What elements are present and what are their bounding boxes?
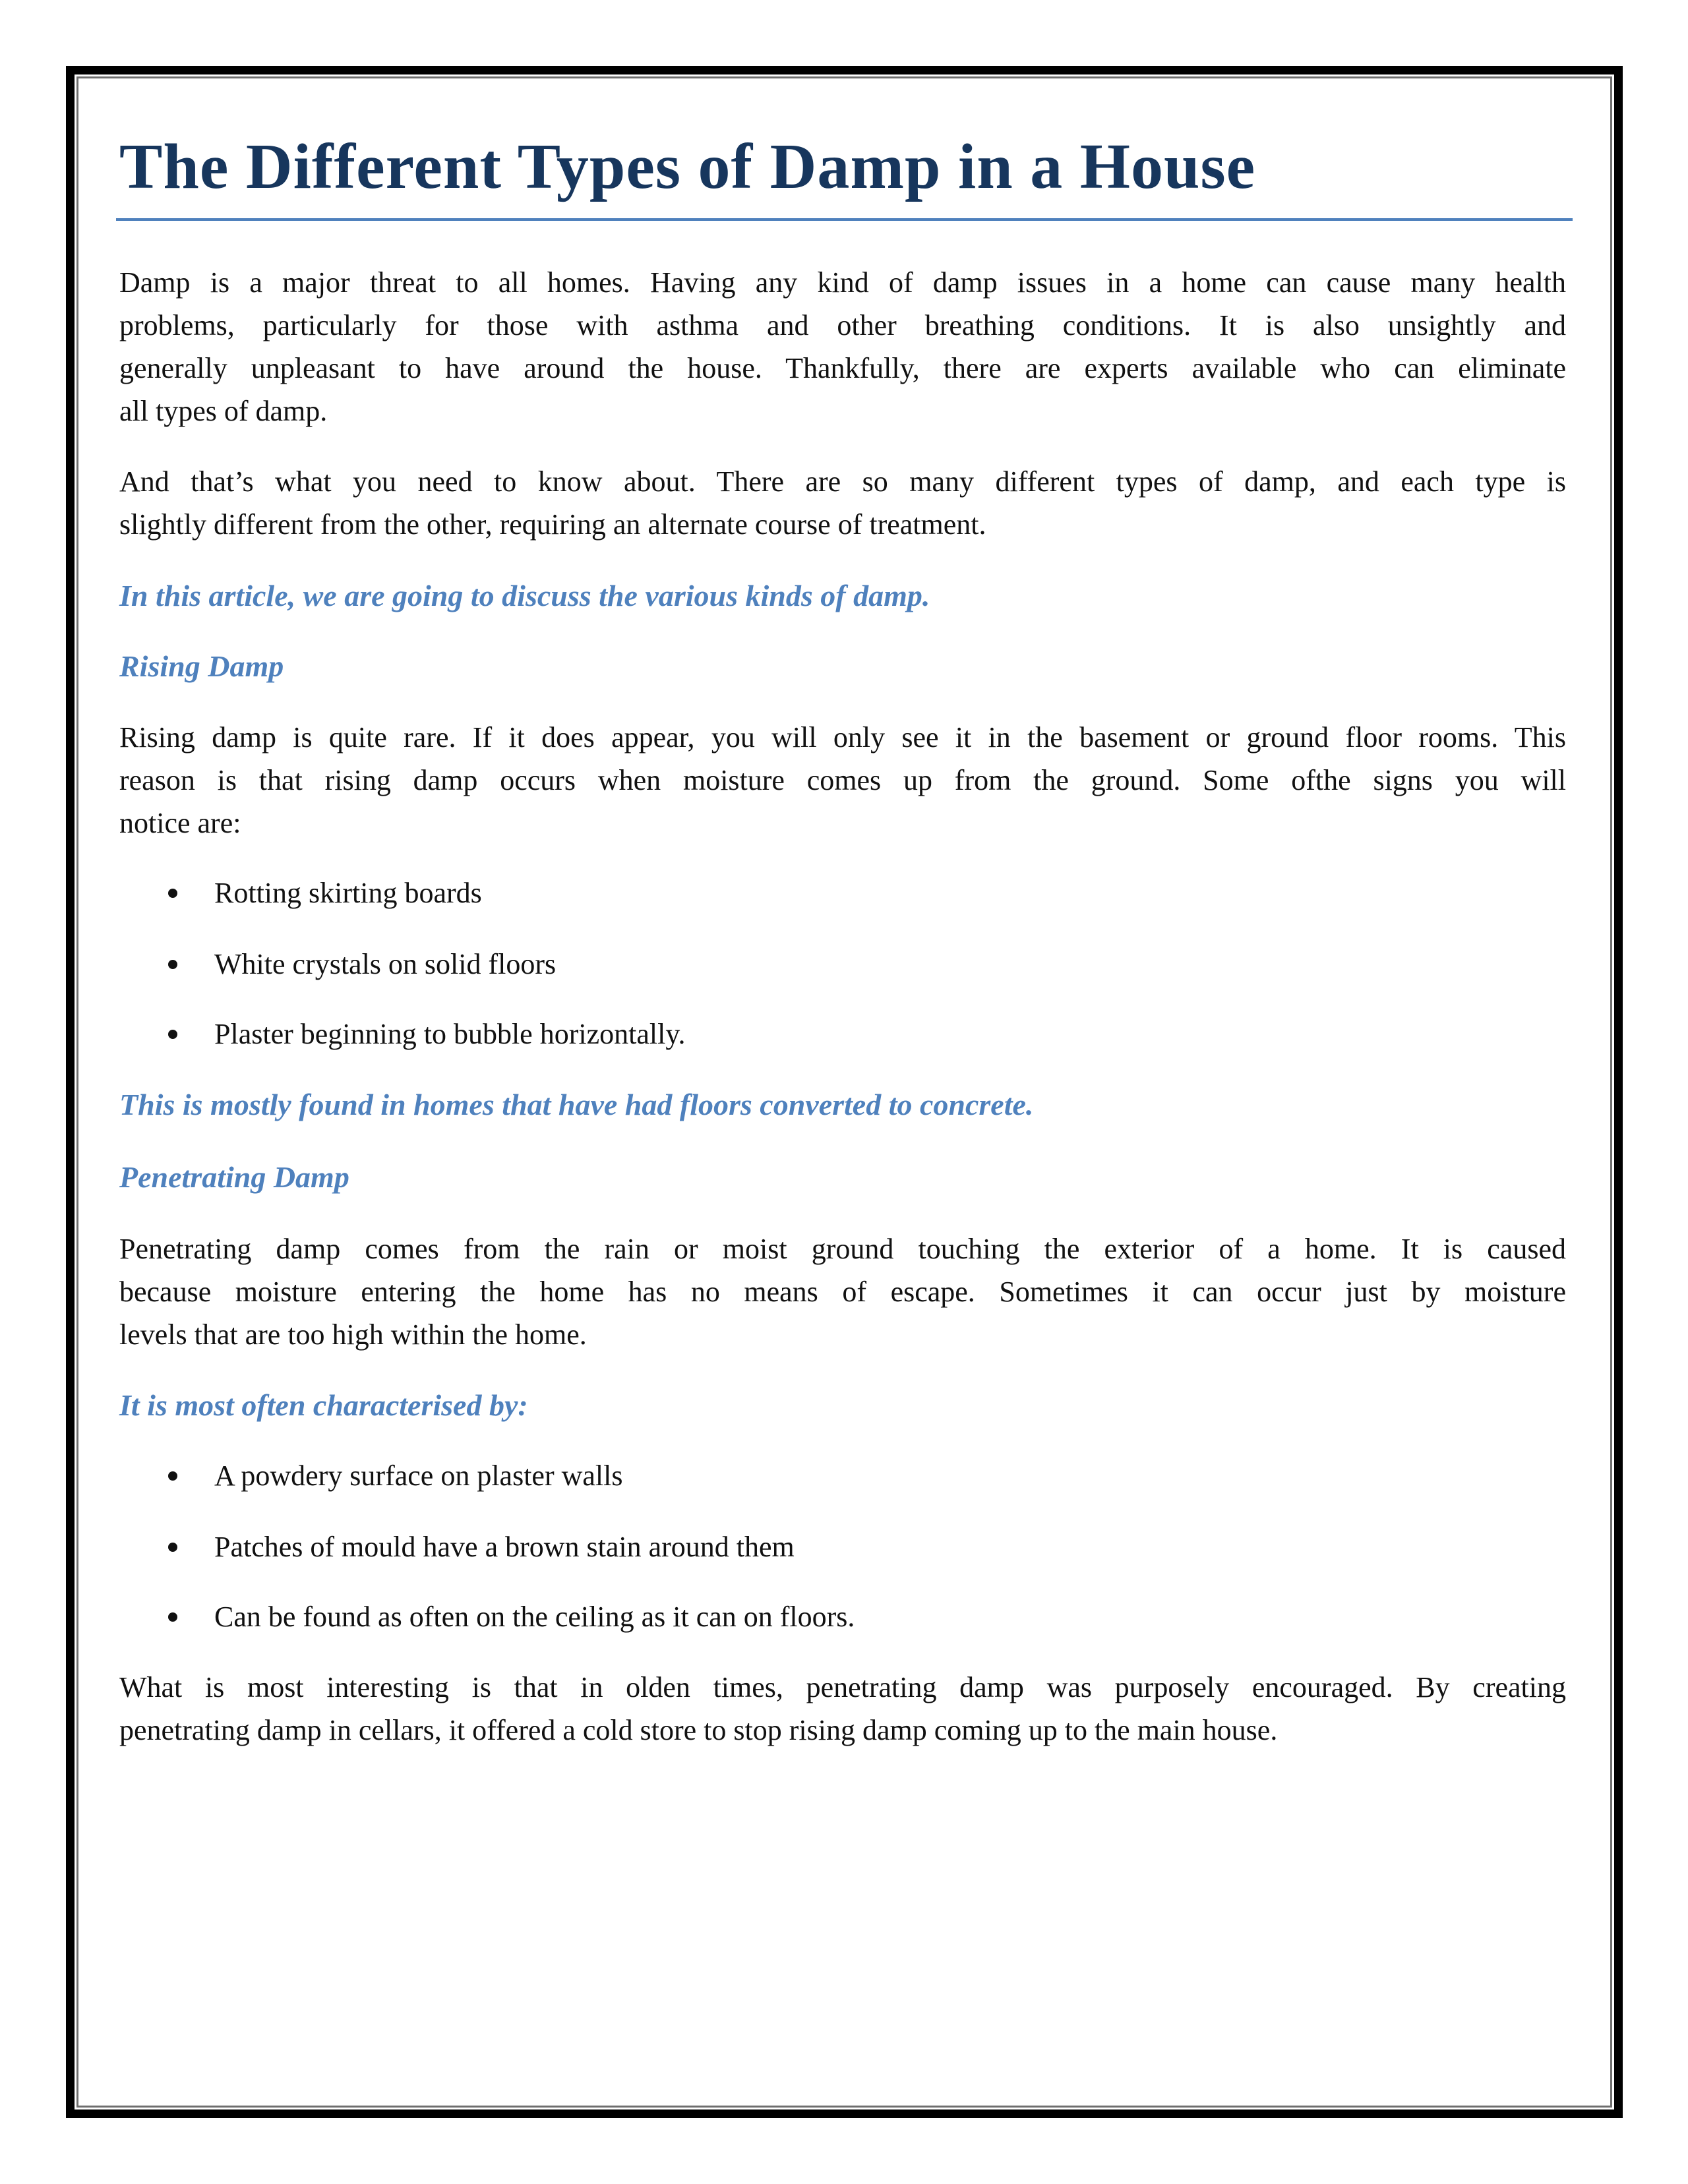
text-line: all types of damp. bbox=[119, 395, 328, 427]
text-line: What is most interesting is that in olden times, penetrating damp was purposely encouraged. By creating bbox=[119, 1671, 1566, 1703]
rising-damp-note: This is mostly found in homes that have had floors converted to concrete. bbox=[119, 1088, 1034, 1121]
bullet-icon bbox=[168, 1543, 177, 1552]
list-item: White crystals on solid floors bbox=[168, 943, 556, 986]
text-line: because moisture entering the home has no means of escape. Sometimes it can occur just by moisture bbox=[119, 1276, 1566, 1308]
bullet-icon bbox=[168, 889, 177, 898]
title-underline bbox=[116, 218, 1573, 221]
list-item: A powdery surface on plaster walls bbox=[168, 1454, 622, 1497]
section-heading-penetrating-damp: Penetrating Damp bbox=[119, 1160, 349, 1194]
list-item: Can be found as often on the ceiling as it can on floors. bbox=[168, 1595, 855, 1638]
list-item: Patches of mould have a brown stain around them bbox=[168, 1525, 795, 1568]
bullet-icon bbox=[168, 1030, 177, 1039]
intro-paragraph bbox=[119, 261, 1566, 432]
text-line: generally unpleasant to have around the house. Thankfully, there are experts available who can eliminate bbox=[119, 352, 1566, 384]
bullet-icon bbox=[168, 1612, 177, 1622]
text-line: Damp is a major threat to all homes. Having any kind of damp issues in a home can cause many health bbox=[119, 266, 1566, 299]
text-line: notice are: bbox=[119, 807, 241, 839]
bullet-icon bbox=[168, 1471, 177, 1481]
text-line: levels that are too high within the home. bbox=[119, 1318, 587, 1351]
list-item: Plaster beginning to bubble horizontally. bbox=[168, 1013, 685, 1055]
penetrating-damp-paragraph bbox=[119, 1227, 1566, 1356]
text-line: slightly different from the other, requiring an alternate course of treatment. bbox=[119, 508, 986, 541]
page-title: The Different Types of Damp in a House bbox=[119, 131, 1256, 202]
penetrating-damp-subheading: It is most often characterised by: bbox=[119, 1388, 528, 1422]
bullet-icon bbox=[168, 960, 177, 969]
intro-highlight: In this article, we are going to discuss the various kinds of damp. bbox=[119, 579, 930, 612]
text-line: Penetrating damp comes from the rain or moist ground touching the exterior of a home. It is caused bbox=[119, 1233, 1566, 1265]
list-item: Rotting skirting boards bbox=[168, 871, 482, 914]
text-line: reason is that rising damp occurs when moisture comes up from the ground. Some ofthe signs you will bbox=[119, 764, 1566, 796]
second-paragraph bbox=[119, 460, 1566, 546]
text-line: penetrating damp in cellars, it offered a cold store to stop rising damp coming up to the main house. bbox=[119, 1714, 1278, 1746]
rising-damp-paragraph bbox=[119, 716, 1566, 844]
section-heading-rising-damp: Rising Damp bbox=[119, 649, 284, 683]
closing-paragraph bbox=[119, 1666, 1566, 1752]
text-line: And that’s what you need to know about. There are so many different types of damp, and each type is bbox=[119, 465, 1566, 498]
text-line: problems, particularly for those with asthma and other breathing conditions. It is also unsightly and bbox=[119, 309, 1566, 341]
text-line: Rising damp is quite rare. If it does appear, you will only see it in the basement or ground floor rooms. This bbox=[119, 721, 1566, 753]
